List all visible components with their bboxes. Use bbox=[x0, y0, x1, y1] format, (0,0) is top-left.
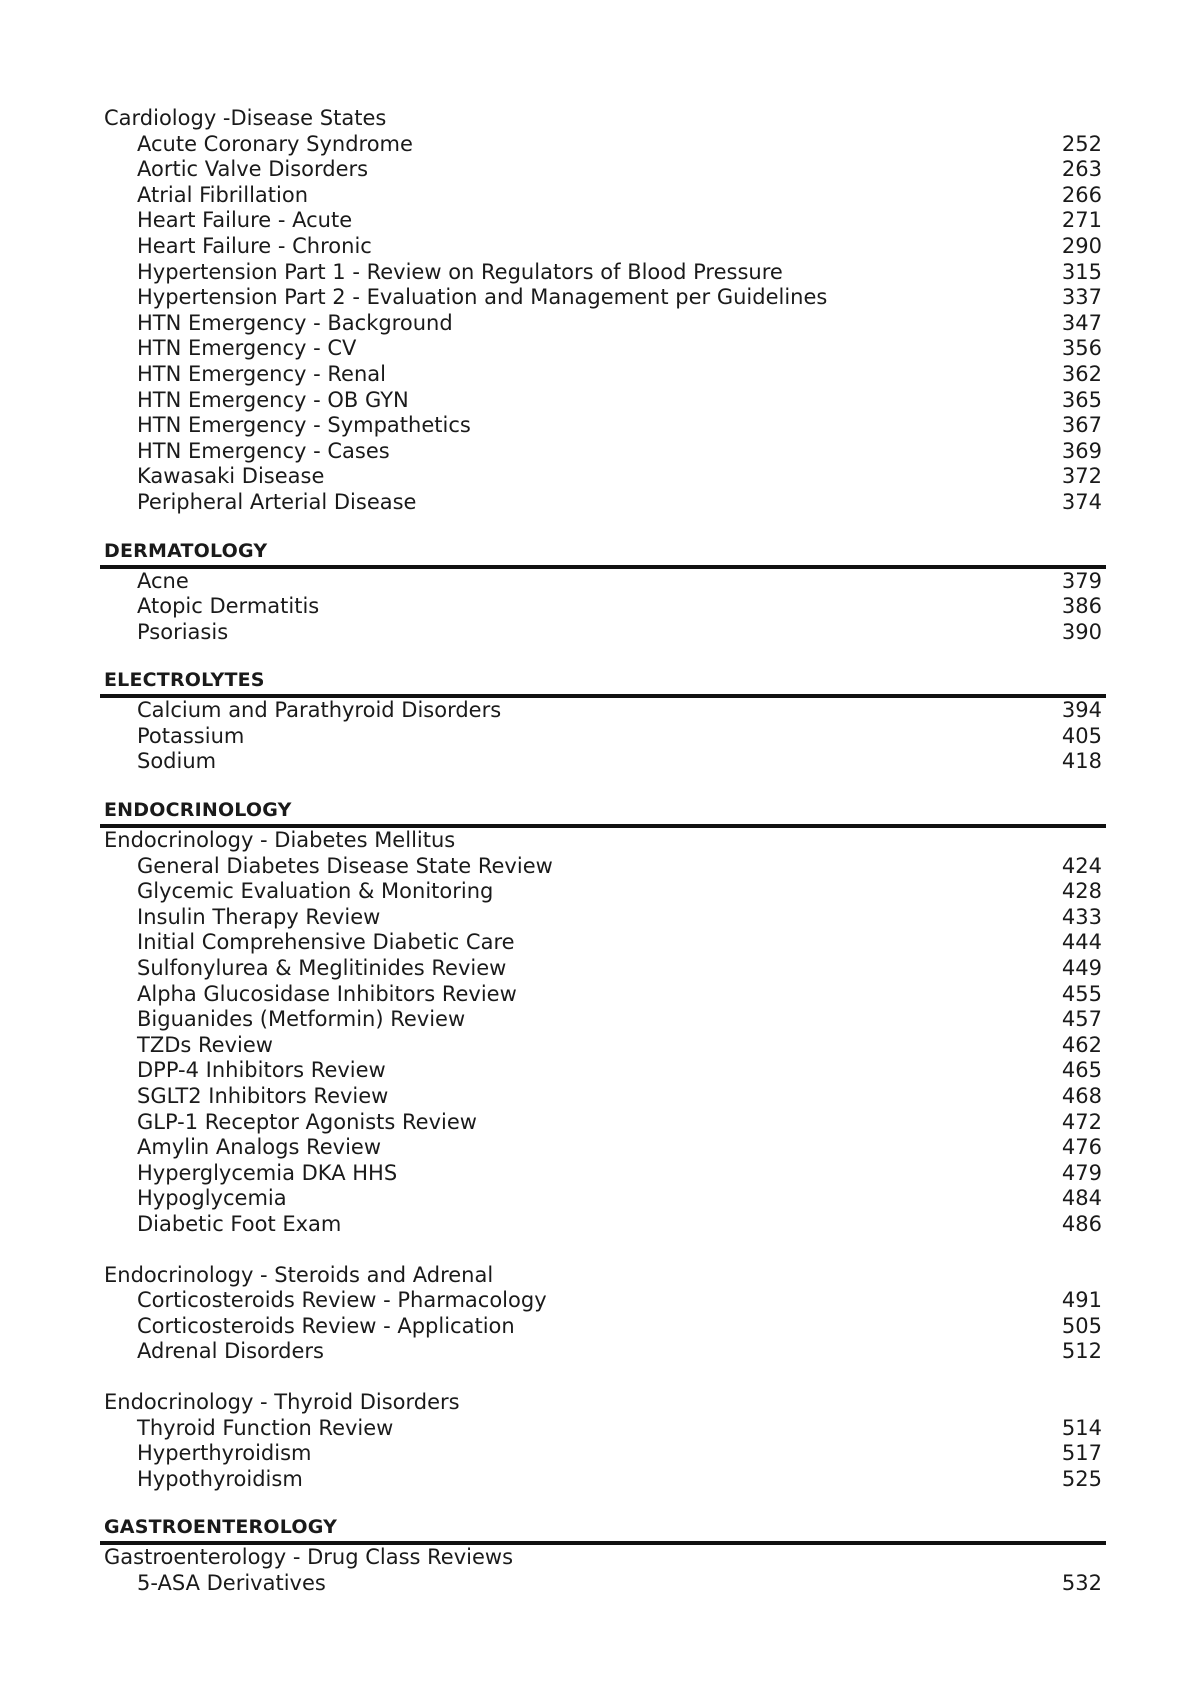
entry-title: Initial Comprehensive Diabetic Care bbox=[137, 930, 515, 955]
entry-page-number: 374 bbox=[1061, 489, 1102, 514]
toc-entry[interactable] bbox=[104, 490, 1102, 516]
group-title: Cardiology -Disease States bbox=[104, 106, 387, 130]
entry-title: Hyperthyroidism bbox=[137, 1441, 312, 1466]
toc-entry[interactable] bbox=[104, 1339, 1102, 1365]
entry-page-number: 462 bbox=[1061, 1032, 1102, 1057]
entry-title: HTN Emergency - CV bbox=[137, 336, 357, 361]
toc-group bbox=[104, 698, 1102, 775]
toc-entry[interactable] bbox=[104, 157, 1102, 183]
toc-entry[interactable] bbox=[104, 1571, 1102, 1597]
section-spacer bbox=[104, 645, 1102, 668]
toc-entry[interactable] bbox=[104, 311, 1102, 337]
toc-entry[interactable] bbox=[104, 439, 1102, 465]
toc-entry[interactable] bbox=[104, 464, 1102, 490]
group-title: Endocrinology - Diabetes Mellitus bbox=[104, 828, 456, 853]
toc-group bbox=[104, 1545, 1102, 1596]
entry-page-number: 362 bbox=[1061, 361, 1102, 386]
entry-title: Corticosteroids Review - Pharmacology bbox=[137, 1288, 547, 1313]
toc-entry[interactable] bbox=[104, 1467, 1102, 1493]
entry-page-number: 290 bbox=[1061, 233, 1102, 258]
toc-entry[interactable] bbox=[104, 1186, 1102, 1212]
toc-entry[interactable] bbox=[104, 234, 1102, 260]
entry-page-number: 418 bbox=[1061, 749, 1102, 774]
toc-entry[interactable] bbox=[104, 208, 1102, 234]
entry-title: Sodium bbox=[137, 749, 217, 774]
entry-title: Psoriasis bbox=[137, 619, 229, 644]
toc-entry[interactable] bbox=[104, 1441, 1102, 1467]
toc-entry[interactable] bbox=[104, 854, 1102, 880]
table-of-contents bbox=[104, 106, 1102, 1597]
toc-entry[interactable] bbox=[104, 285, 1102, 311]
entry-page-number: 386 bbox=[1061, 594, 1102, 619]
group-spacer bbox=[104, 1238, 1102, 1263]
entry-title: Potassium bbox=[137, 723, 245, 748]
entry-page-number: 457 bbox=[1061, 1007, 1102, 1032]
entry-title: HTN Emergency - Renal bbox=[137, 361, 386, 386]
entry-page-number: 455 bbox=[1061, 981, 1102, 1006]
entry-title: HTN Emergency - Background bbox=[137, 310, 453, 335]
toc-entry[interactable] bbox=[104, 1058, 1102, 1084]
entry-title: Biguanides (Metformin) Review bbox=[137, 1007, 466, 1032]
toc-entry[interactable] bbox=[104, 388, 1102, 414]
toc-group bbox=[104, 106, 1102, 516]
entry-page-number: 468 bbox=[1061, 1084, 1102, 1108]
entry-title: Heart Failure - Chronic bbox=[137, 233, 372, 258]
entry-title: Diabetic Foot Exam bbox=[137, 1211, 342, 1236]
entry-title: HTN Emergency - Cases bbox=[137, 438, 390, 463]
section-spacer bbox=[104, 1492, 1102, 1515]
toc-group bbox=[104, 828, 1102, 1238]
toc-entry[interactable] bbox=[104, 1161, 1102, 1187]
entry-page-number: 514 bbox=[1061, 1415, 1102, 1440]
entry-page-number: 405 bbox=[1061, 723, 1102, 748]
toc-section bbox=[104, 775, 1102, 1492]
section-header: GASTROENTEROLOGY bbox=[104, 1516, 338, 1539]
toc-entry[interactable] bbox=[104, 956, 1102, 982]
entry-title: TZDs Review bbox=[137, 1032, 273, 1057]
entry-title: Calcium and Parathyroid Disorders bbox=[137, 698, 502, 723]
entry-title: Alpha Glucosidase Inhibitors Review bbox=[137, 981, 517, 1006]
toc-entry[interactable] bbox=[104, 569, 1102, 595]
toc-entry[interactable] bbox=[104, 1110, 1102, 1136]
entry-page-number: 449 bbox=[1061, 956, 1102, 981]
entry-title: Hyperglycemia DKA HHS bbox=[137, 1160, 398, 1185]
entry-title: Heart Failure - Acute bbox=[137, 208, 353, 233]
entry-page-number: 263 bbox=[1061, 157, 1102, 182]
entry-page-number: 465 bbox=[1061, 1058, 1102, 1083]
entry-title: Adrenal Disorders bbox=[137, 1339, 324, 1364]
entry-page-number: 369 bbox=[1061, 438, 1102, 463]
entry-page-number: 266 bbox=[1061, 182, 1102, 207]
entry-page-number: 315 bbox=[1061, 259, 1102, 284]
toc-entry[interactable] bbox=[104, 1212, 1102, 1238]
entry-page-number: 491 bbox=[1061, 1288, 1102, 1313]
entry-title: Atopic Dermatitis bbox=[137, 594, 320, 619]
toc-entry[interactable] bbox=[104, 1314, 1102, 1340]
group-title: Endocrinology - Thyroid Disorders bbox=[104, 1389, 460, 1414]
entry-page-number: 394 bbox=[1061, 698, 1102, 723]
entry-page-number: 367 bbox=[1061, 413, 1102, 438]
entry-page-number: 479 bbox=[1061, 1160, 1102, 1185]
entry-page-number: 379 bbox=[1061, 568, 1102, 593]
entry-title: Hypertension Part 1 - Review on Regulators of Blood Pressure bbox=[137, 259, 783, 284]
toc-group bbox=[104, 1390, 1102, 1492]
entry-title: Sulfonylurea & Meglitinides Review bbox=[137, 956, 507, 981]
entry-page-number: 512 bbox=[1061, 1339, 1102, 1364]
toc-entry[interactable] bbox=[104, 879, 1102, 905]
toc-entry[interactable] bbox=[104, 260, 1102, 286]
entry-title: Glycemic Evaluation & Monitoring bbox=[137, 879, 494, 904]
entry-page-number: 337 bbox=[1061, 285, 1102, 310]
entry-title: HTN Emergency - Sympathetics bbox=[137, 413, 471, 438]
entry-title: Aortic Valve Disorders bbox=[137, 157, 369, 182]
toc-entry[interactable] bbox=[104, 594, 1102, 620]
entry-title: General Diabetes Disease State Review bbox=[137, 853, 553, 878]
toc-entry[interactable] bbox=[104, 905, 1102, 931]
section-header: DERMATOLOGY bbox=[104, 539, 268, 562]
entry-title: 5-ASA Derivatives bbox=[137, 1570, 326, 1595]
toc-entry[interactable] bbox=[104, 1033, 1102, 1059]
entry-title: Peripheral Arterial Disease bbox=[137, 489, 417, 514]
section-header: ENDOCRINOLOGY bbox=[104, 799, 292, 822]
toc-entry[interactable] bbox=[104, 362, 1102, 388]
entry-page-number: 252 bbox=[1061, 131, 1102, 156]
entry-page-number: 424 bbox=[1061, 853, 1102, 878]
toc-entry[interactable] bbox=[104, 1007, 1102, 1033]
toc-entry[interactable] bbox=[104, 749, 1102, 775]
entry-title: Kawasaki Disease bbox=[137, 464, 325, 489]
toc-entry[interactable] bbox=[104, 183, 1102, 209]
entry-page-number: 347 bbox=[1061, 310, 1102, 335]
entry-title: Acne bbox=[137, 568, 189, 593]
entry-page-number: 472 bbox=[1061, 1109, 1102, 1134]
section-spacer bbox=[104, 775, 1102, 798]
toc-entry[interactable] bbox=[104, 132, 1102, 158]
toc-entry[interactable] bbox=[104, 698, 1102, 724]
entry-page-number: 390 bbox=[1061, 619, 1102, 644]
entry-title: GLP-1 Receptor Agonists Review bbox=[137, 1109, 477, 1134]
section-header: ELECTROLYTES bbox=[104, 669, 265, 692]
toc-entry[interactable] bbox=[104, 620, 1102, 646]
toc-entry[interactable] bbox=[104, 336, 1102, 362]
entry-title: DPP-4 Inhibitors Review bbox=[137, 1058, 386, 1083]
group-spacer bbox=[104, 1365, 1102, 1390]
toc-entry[interactable] bbox=[104, 1288, 1102, 1314]
toc-section bbox=[104, 645, 1102, 775]
entry-title: Atrial Fibrillation bbox=[137, 182, 309, 207]
entry-title: Insulin Therapy Review bbox=[137, 904, 381, 929]
toc-group bbox=[104, 1263, 1102, 1365]
entry-page-number: 505 bbox=[1061, 1313, 1102, 1338]
entry-page-number: 517 bbox=[1061, 1441, 1102, 1466]
entry-page-number: 356 bbox=[1061, 336, 1102, 361]
entry-page-number: 433 bbox=[1061, 904, 1102, 929]
group-title: Gastroenterology - Drug Class Reviews bbox=[104, 1545, 514, 1570]
toc-entry[interactable] bbox=[104, 1135, 1102, 1161]
entry-title: Hypoglycemia bbox=[137, 1186, 287, 1211]
toc-entry[interactable] bbox=[104, 1084, 1102, 1110]
toc-entry[interactable] bbox=[104, 1416, 1102, 1442]
toc-section bbox=[104, 1492, 1102, 1596]
entry-page-number: 525 bbox=[1061, 1466, 1102, 1491]
entry-page-number: 372 bbox=[1061, 464, 1102, 489]
entry-title: Hypertension Part 2 - Evaluation and Management per Guidelines bbox=[137, 285, 828, 310]
entry-page-number: 486 bbox=[1061, 1211, 1102, 1236]
group-title: Endocrinology - Steroids and Adrenal bbox=[104, 1262, 494, 1287]
toc-group bbox=[104, 569, 1102, 646]
toc-entry[interactable] bbox=[104, 724, 1102, 750]
entry-title: Acute Coronary Syndrome bbox=[137, 131, 413, 156]
entry-page-number: 271 bbox=[1061, 208, 1102, 233]
toc-section bbox=[104, 516, 1102, 646]
entry-title: Thyroid Function Review bbox=[137, 1415, 394, 1440]
section-spacer bbox=[104, 516, 1102, 539]
toc-entry[interactable] bbox=[104, 982, 1102, 1008]
toc-section bbox=[104, 106, 1102, 516]
toc-entry[interactable] bbox=[104, 930, 1102, 956]
entry-page-number: 476 bbox=[1061, 1135, 1102, 1160]
toc-entry[interactable] bbox=[104, 413, 1102, 439]
entry-title: HTN Emergency - OB GYN bbox=[137, 387, 409, 412]
entry-page-number: 428 bbox=[1061, 879, 1102, 904]
entry-title: SGLT2 Inhibitors Review bbox=[137, 1084, 389, 1108]
entry-page-number: 532 bbox=[1061, 1570, 1102, 1595]
entry-page-number: 365 bbox=[1061, 387, 1102, 412]
entry-title: Amylin Analogs Review bbox=[137, 1135, 382, 1160]
entry-page-number: 484 bbox=[1061, 1186, 1102, 1211]
entry-page-number: 444 bbox=[1061, 930, 1102, 955]
entry-title: Corticosteroids Review - Application bbox=[137, 1313, 515, 1338]
entry-title: Hypothyroidism bbox=[137, 1466, 303, 1491]
